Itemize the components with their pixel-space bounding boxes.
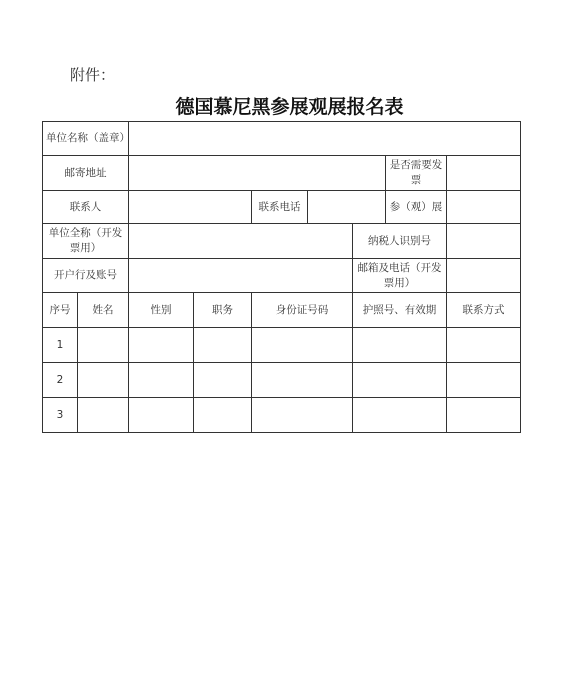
contact-label: 联系人 [43,191,129,224]
gender-cell[interactable] [129,363,194,398]
contact-cell[interactable] [447,363,521,398]
header-id-number: 身份证号码 [252,293,353,328]
contact-cell[interactable] [447,328,521,363]
unit-fullname-label: 单位全称（开发票用） [43,224,129,259]
unit-name-row [43,122,521,156]
id-number-cell[interactable] [252,398,353,433]
unit-fullname-row [43,224,521,259]
table-row [43,398,521,433]
position-cell[interactable] [194,398,252,433]
registration-form-table [42,121,521,433]
gender-cell[interactable] [129,398,194,433]
row-number: 2 [43,363,78,398]
need-invoice-label: 是否需要发票 [386,156,447,191]
passport-cell[interactable] [353,363,447,398]
table-row [43,328,521,363]
need-invoice-field[interactable] [447,156,521,191]
mail-address-field[interactable] [129,156,386,191]
contact-field[interactable] [129,191,252,224]
mail-address-label: 邮寄地址 [43,156,129,191]
contact-row [43,191,521,224]
tax-id-label: 纳税人识别号 [353,224,447,259]
visit-type-field[interactable] [447,191,521,224]
id-number-cell[interactable] [252,363,353,398]
id-number-cell[interactable] [252,328,353,363]
name-cell[interactable] [78,328,129,363]
unit-name-label: 单位名称（盖章） [43,122,129,156]
header-gender: 性别 [129,293,194,328]
unit-name-field[interactable] [129,122,521,156]
visit-type-label: 参（观）展 [386,191,447,224]
bank-field[interactable] [129,259,353,293]
unit-fullname-field[interactable] [129,224,353,259]
passport-cell[interactable] [353,328,447,363]
form-title: 德国慕尼黑参展观展报名表 [175,96,404,118]
header-passport: 护照号、有效期 [353,293,447,328]
phone-label: 联系电话 [252,191,308,224]
attachment-label: 附件： [70,66,116,84]
mail-address-row [43,156,521,191]
email-phone-label: 邮箱及电话（开发票用） [353,259,447,293]
gender-cell[interactable] [129,328,194,363]
tax-id-field[interactable] [447,224,521,259]
name-cell[interactable] [78,363,129,398]
contact-cell[interactable] [447,398,521,433]
passport-cell[interactable] [353,398,447,433]
position-cell[interactable] [194,363,252,398]
bank-row [43,259,521,293]
row-number: 3 [43,398,78,433]
phone-field[interactable] [308,191,386,224]
header-name: 姓名 [78,293,129,328]
email-phone-field[interactable] [447,259,521,293]
bank-label: 开户行及账号 [43,259,129,293]
position-cell[interactable] [194,328,252,363]
row-number: 1 [43,328,78,363]
table-row [43,363,521,398]
header-no: 序号 [43,293,78,328]
name-cell[interactable] [78,398,129,433]
header-contact: 联系方式 [447,293,521,328]
header-position: 职务 [194,293,252,328]
participants-header-row [43,293,521,328]
